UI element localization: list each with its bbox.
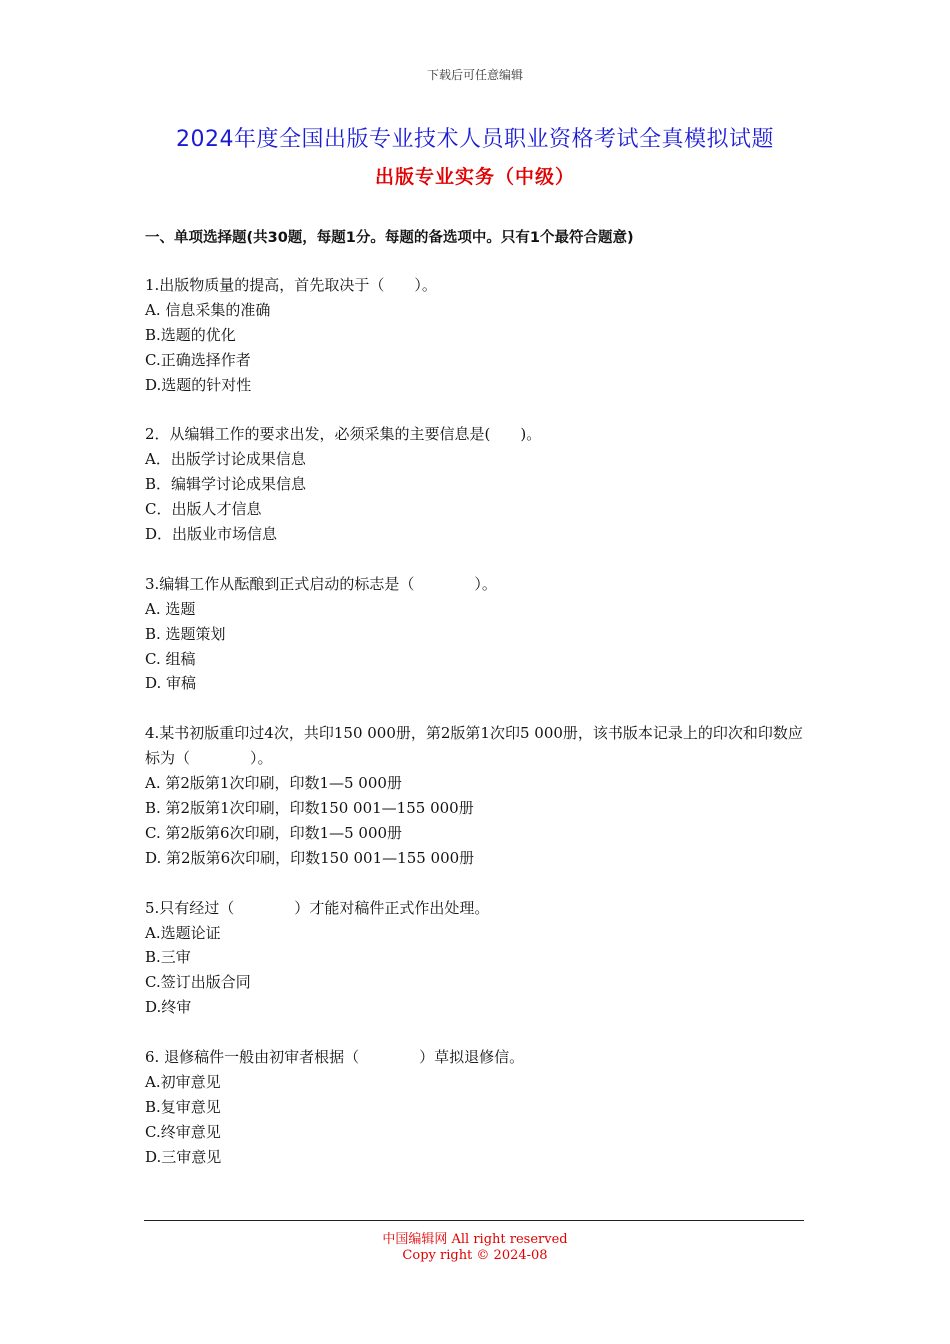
document-subtitle: 出版专业实务（中级） (374, 166, 575, 188)
question-list (145, 273, 810, 1194)
question-stem: 6. 退修稿件一般由初审者根据（ ）草拟退修信。 (145, 1048, 525, 1067)
option-d: D.终审 (145, 998, 192, 1017)
option-b: B.复审意见 (145, 1097, 221, 1116)
option-a: A. 选题 (145, 599, 196, 618)
option-c: C. 第2版第6次印刷，印数1—5 000册 (145, 823, 403, 842)
option-a: A. 第2版第1次印刷，印数1—5 000册 (145, 774, 402, 793)
option-b: B．编辑学讨论成果信息 (145, 475, 307, 494)
question-4 (145, 721, 810, 870)
question-stem: 4.某书初版重印过4次，共印150 000册，第2版第1次印5 000册，该书版本记录上的印次和印数应标为（ ）。 (145, 724, 803, 768)
question-1 (145, 273, 810, 398)
option-d: D. 审稿 (145, 674, 197, 693)
footer-divider (144, 1220, 804, 1221)
question-stem: 2．从编辑工作的要求出发，必须采集的主要信息是( )。 (145, 425, 542, 444)
option-a: A.选题论证 (145, 923, 221, 942)
option-d: D．出版业市场信息 (145, 525, 278, 544)
option-c: C. 组稿 (145, 649, 196, 668)
option-a: A. 信息采集的准确 (145, 300, 271, 319)
section-heading: 一、单项选择题(共30题，每题1分。每题的备选项中。只有1个最符合题意) (145, 230, 634, 246)
option-b: B. 第2版第1次印刷，印数150 001—155 000册 (145, 798, 474, 817)
option-c: C.签订出版合同 (145, 973, 251, 992)
question-5 (145, 896, 810, 1021)
question-stem: 1.出版物质量的提高，首先取决于（ ）。 (145, 276, 437, 294)
document-title: 2024年度全国出版专业技术人员职业资格考试全真模拟试题 (176, 127, 774, 152)
option-a: A．出版学讨论成果信息 (145, 450, 306, 469)
option-c: C.正确选择作者 (145, 350, 251, 369)
option-d: D.三审意见 (145, 1147, 222, 1166)
question-2 (145, 422, 810, 547)
footer-copyright-line: 中国编辑网 All right reserved (382, 1232, 568, 1247)
option-c: C.终审意见 (145, 1122, 221, 1141)
option-a: A.初审意见 (145, 1072, 221, 1091)
question-stem: 3.编辑工作从酝酿到正式启动的标志是（ ）。 (145, 574, 497, 593)
option-b: B.选题的优化 (145, 325, 236, 344)
option-d: D. 第2版第6次印刷，印数150 001—155 000册 (145, 848, 475, 867)
question-stem: 5.只有经过（ ）才能对稿件正式作出处理。 (145, 898, 490, 917)
option-d: D.选题的针对性 (145, 375, 252, 394)
header-note: 下载后可任意编辑 (426, 68, 523, 82)
option-b: B.三审 (145, 948, 191, 967)
question-3 (145, 572, 810, 697)
option-c: C．出版人才信息 (145, 500, 262, 519)
footer-date-line: Copy right © 2024-08 (402, 1248, 548, 1263)
question-6 (145, 1045, 810, 1170)
option-b: B. 选题策划 (145, 624, 226, 643)
footer (0, 1232, 950, 1264)
